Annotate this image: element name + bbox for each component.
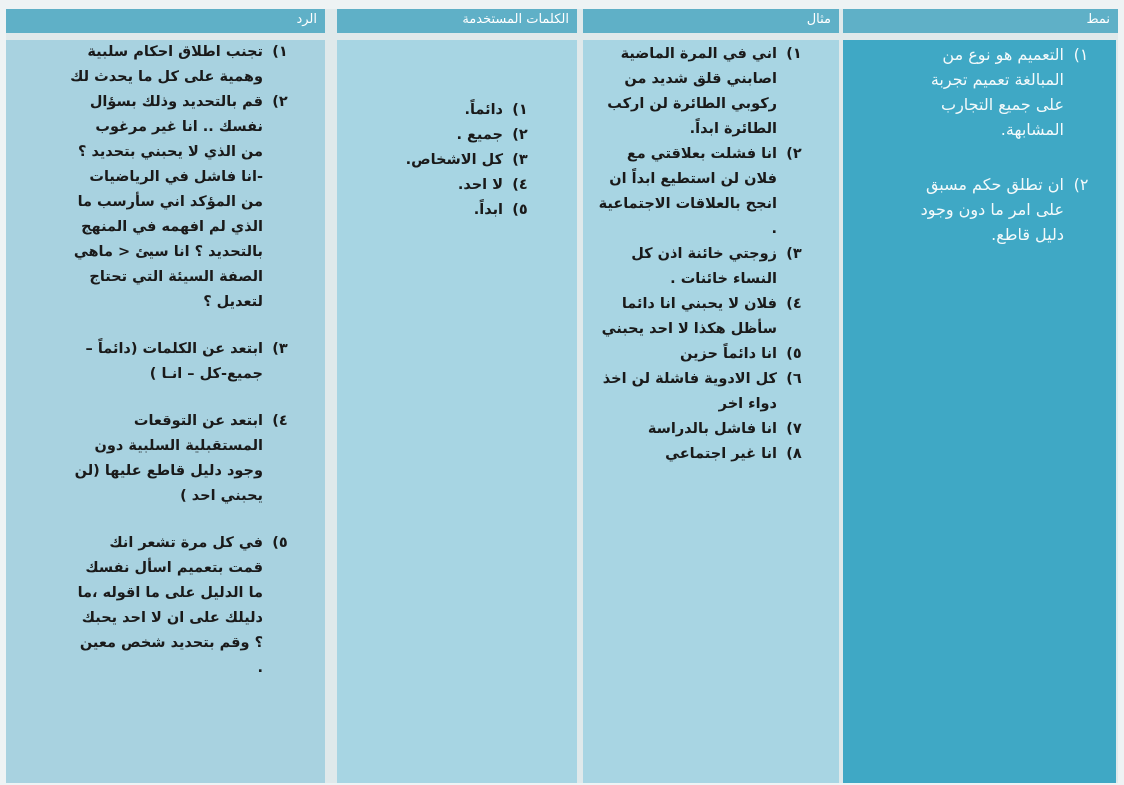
item-text: جميع .	[456, 127, 503, 143]
words-item	[357, 173, 537, 198]
example-item	[591, 367, 811, 417]
words-column	[337, 40, 577, 783]
example-item	[591, 42, 811, 142]
item-number: ١)	[512, 102, 528, 118]
item-number: ٣)	[512, 152, 528, 168]
item-text: ان تطلق حكم مسبق على امر ما دون وجود دليل قاطع.	[920, 175, 1064, 244]
type-item	[909, 172, 1098, 247]
cognitive-distortion-table	[6, 9, 1118, 783]
item-text: ابتعد عن الكلمات (دائماً – جميع-كل – انـا )	[85, 341, 263, 382]
item-text: زوجتي خائنة اذن كل النساء خائنات .	[631, 246, 777, 287]
item-text: تجنب اطلاق احكام سلبية وهمية على كل ما يحدث لك	[70, 44, 263, 85]
reply-item	[70, 531, 297, 681]
example-list	[591, 42, 811, 467]
header-example: مثال	[583, 9, 839, 33]
reply-item	[70, 337, 297, 387]
item-text: لا احد.	[457, 177, 503, 193]
example-item	[591, 242, 811, 292]
item-text: اني في المرة الماضية اصابني قلق شديد من ركوبي الطائرة لن اركب الطائرة ابداً.	[607, 46, 777, 137]
reply-item	[70, 409, 297, 509]
words-item	[357, 148, 537, 173]
item-number: ٣)	[786, 246, 802, 262]
words-item	[357, 98, 537, 123]
example-item	[591, 342, 811, 367]
item-text: ابداً.	[473, 202, 503, 218]
type-item	[909, 42, 1098, 142]
item-number: ١)	[1073, 45, 1089, 64]
example-item	[591, 417, 811, 442]
example-item	[591, 442, 811, 467]
item-number: ١)	[786, 46, 802, 62]
item-text: انا فاشل بالدراسة	[647, 421, 777, 437]
reply-item	[70, 90, 297, 315]
reply-list	[70, 40, 297, 681]
header-words: الكلمات المستخدمة	[337, 9, 577, 33]
item-number: ٦)	[786, 371, 802, 387]
words-list	[357, 98, 537, 223]
item-number: ١)	[272, 44, 288, 60]
item-number: ٤)	[272, 413, 288, 429]
item-text: فلان لا يحبني انا دائما سأظل هكذا لا احد يحبني	[601, 296, 777, 337]
reply-column	[6, 40, 325, 783]
item-number: ٢)	[512, 127, 528, 143]
item-number: ٥)	[272, 535, 288, 551]
header-type: نمط	[843, 9, 1118, 33]
item-text: في كل مرة تشعر انك قمت بتعميم اسأل نفسك ما الدليل على ما اقوله ،ما دليلك على ان لا احد يحبك ؟ وقم بتحديد شخص معين .	[77, 535, 263, 676]
item-text: انا فشلت بعلاقتي مع فلان لن استطيع ابداً ان انجح بالعلاقات الاجتماعية .	[598, 146, 777, 237]
words-item	[357, 123, 537, 148]
item-number: ٢)	[786, 146, 802, 162]
type-column	[843, 40, 1116, 783]
item-number: ٣)	[272, 341, 288, 357]
item-text: دائماً.	[464, 102, 503, 118]
item-number: ٥)	[512, 202, 528, 218]
item-number: ٧)	[786, 421, 802, 437]
item-text: كل الادوية فاشلة لن اخذ دواء اخر	[602, 371, 777, 412]
item-number: ٢)	[1073, 175, 1089, 194]
example-item	[591, 292, 811, 342]
item-number: ٥)	[786, 346, 802, 362]
type-list	[909, 42, 1098, 247]
item-text: انا دائماً حزين	[680, 346, 777, 362]
item-text: انا غير اجتماعي	[665, 446, 777, 462]
words-item	[357, 198, 537, 223]
reply-item	[70, 40, 297, 90]
example-column	[583, 40, 839, 783]
item-text: ابتعد عن التوقعات المستقبلية السلبية دون وجود دليل قاطع عليها (لن يحبني احد )	[74, 413, 263, 504]
item-number: ٤)	[512, 177, 528, 193]
item-text: كل الاشخاص.	[405, 152, 503, 168]
header-reply: الرد	[6, 9, 325, 33]
example-item	[591, 142, 811, 242]
item-text: التعميم هو نوع من المبالغة تعميم تجربة على جميع التجارب المشابهة.	[930, 45, 1064, 139]
item-number: ٨)	[786, 446, 802, 462]
item-text: قم بالتحديد وذلك بسؤال نفسك .. انا غير مرغوب من الذي لا يحبني بتحديد ؟ -انا فاشل في الرياضيات من المؤكد اني سأرسب ما الذي لم افهمه في المنهج بالتحديد ؟ انا سيئ < ماهي الصفة السيئة التي تحتاج لتعديل ؟	[73, 94, 263, 310]
item-number: ٤)	[786, 296, 802, 312]
item-number: ٢)	[272, 94, 288, 110]
